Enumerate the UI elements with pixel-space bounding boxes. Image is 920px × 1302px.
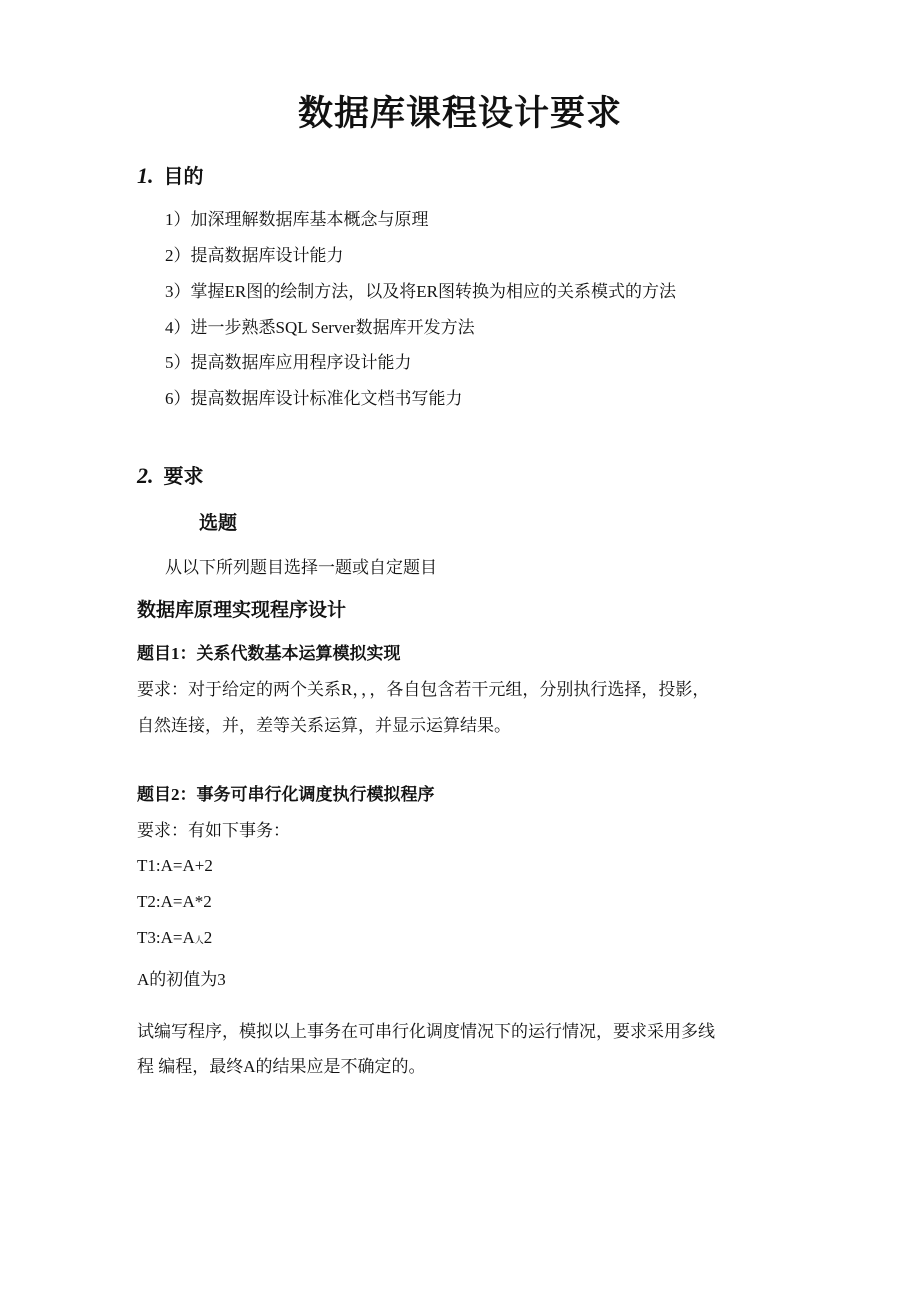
list-item: 2）提高数据库设计能力 <box>165 246 344 265</box>
topic1-title: 题目1：关系代数基本运算模拟实现 <box>137 644 401 663</box>
intro-text: 从以下所列题目选择一题或自定题目 <box>165 558 437 577</box>
page-title: 数据库课程设计要求 <box>297 94 622 133</box>
transaction-t2: T2:A=A*2 <box>137 892 212 911</box>
topic2-text: 试编写程序，模拟以上事务在可串行化调度情况下的运行情况，要求采用多线 <box>137 1022 715 1041</box>
list-item: 3）掌握ER图的绘制方法，以及将ER图转换为相应的关系模式的方法 <box>165 282 676 301</box>
list-item: 4）进一步熟悉SQL Server数据库开发方法 <box>165 318 475 337</box>
initial-value: A的初值为3 <box>137 970 226 989</box>
topic2-title: 题目2：事务可串行化调度执行模拟程序 <box>137 785 435 804</box>
list-item: 6）提高数据库设计标准化文档书写能力 <box>165 389 463 408</box>
topic2-req: 要求：有如下事务： <box>137 821 290 840</box>
category-heading: 数据库原理实现程序设计 <box>137 600 347 621</box>
list-item: 1）加深理解数据库基本概念与原理 <box>165 210 429 229</box>
subheading-topic-selection: 选题 <box>199 513 238 534</box>
section-heading-purpose: 1. 目的 <box>137 163 204 188</box>
topic1-text: 要求：对于给定的两个关系R，，，各自包含若干元组，分别执行选择，投影， <box>137 680 710 699</box>
section-heading-requirements: 2. 要求 <box>137 463 204 488</box>
list-item: 5）提高数据库应用程序设计能力 <box>165 353 412 372</box>
transaction-t3: T3:A=A人2 <box>137 928 213 947</box>
topic2-text: 程 编程，最终A的结果应是不确定的。 <box>137 1057 426 1076</box>
transaction-t1: T1:A=A+2 <box>137 856 213 875</box>
topic1-text: 自然连接，并，差等关系运算，并显示运算结果。 <box>137 716 511 735</box>
